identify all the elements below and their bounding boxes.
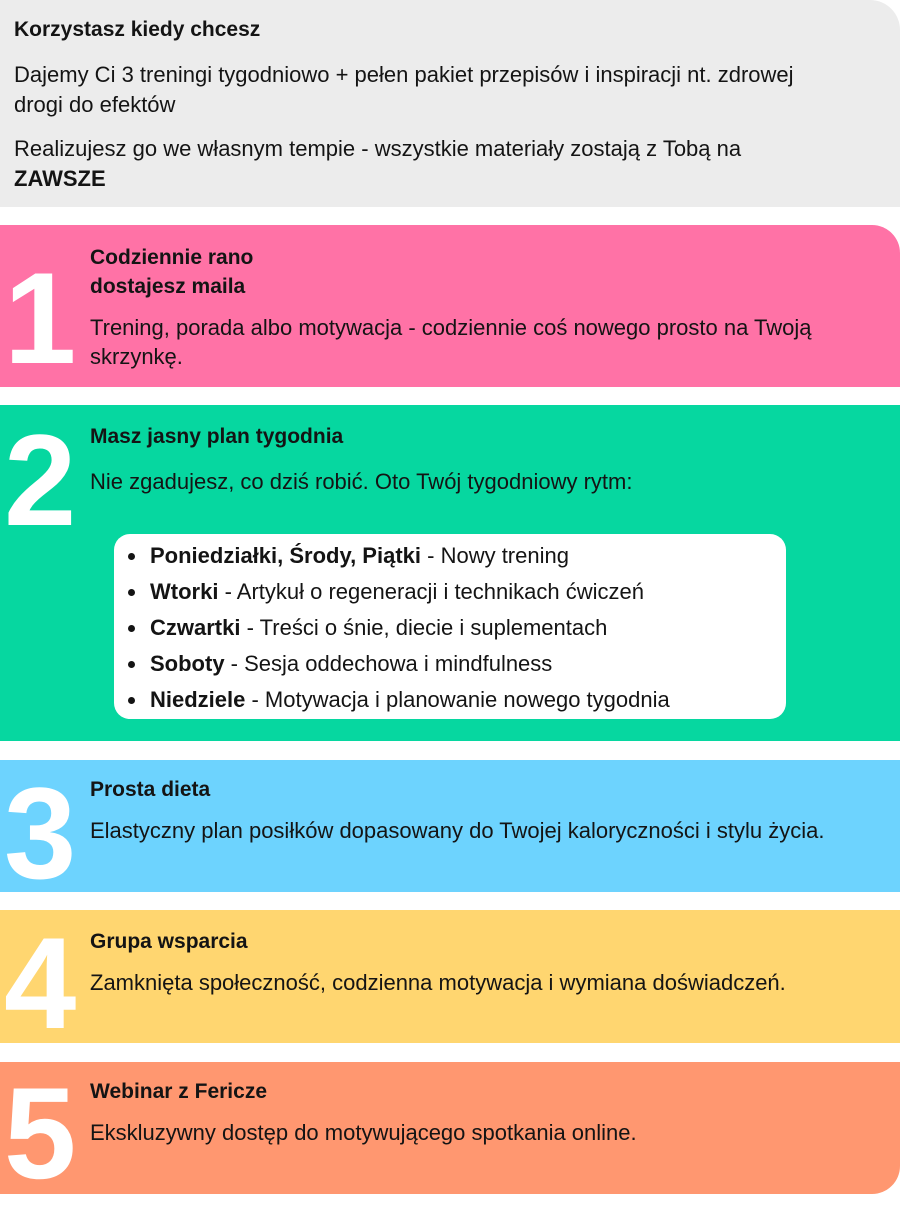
step-3-number: 3 bbox=[4, 760, 77, 906]
intro-line-2-text: Realizujesz go we własnym tempie - wszystkie materiały zostają z Tobą na bbox=[14, 136, 742, 161]
schedule-text: - Motywacja i planowanie nowego tygodnia bbox=[245, 687, 670, 712]
schedule-text: - Artykuł o regeneracji i technikach ćwiczeń bbox=[218, 579, 644, 604]
schedule-text: - Nowy trening bbox=[421, 543, 569, 568]
intro-line-2-emphasis: ZAWSZE bbox=[14, 166, 106, 191]
intro-line-2 bbox=[14, 134, 784, 194]
intro-line-1: Dajemy Ci 3 treningi tygodniowo + pełen pakiet przepisów i inspiracji nt. zdrowej drogi do efektów bbox=[14, 62, 794, 117]
schedule-item bbox=[126, 574, 786, 610]
step-1-number: 1 bbox=[4, 245, 77, 391]
step-2-title: Masz jasny plan tygodnia bbox=[90, 425, 344, 448]
step-4-number: 4 bbox=[4, 910, 77, 1056]
step-3-content bbox=[90, 775, 870, 845]
step-4-content bbox=[90, 927, 870, 997]
step-1-card bbox=[0, 225, 900, 391]
step-4-title: Grupa wsparcia bbox=[90, 930, 248, 953]
schedule-days: Niedziele bbox=[150, 687, 246, 712]
schedule-item bbox=[126, 682, 786, 718]
step-3-description: Elastyczny plan posiłków dopasowany do Twojej kaloryczności i stylu życia. bbox=[90, 818, 825, 843]
schedule-days: Soboty bbox=[150, 651, 225, 676]
schedule-item bbox=[126, 538, 786, 574]
step-2-description: Nie zgadujesz, co dziś robić. Oto Twój tygodniowy rytm: bbox=[90, 469, 633, 494]
step-5-card bbox=[0, 1060, 900, 1206]
step-2-content bbox=[90, 422, 870, 496]
schedule-item bbox=[126, 646, 786, 682]
step-5-content bbox=[90, 1077, 870, 1147]
schedule-text: - Sesja oddechowa i mindfulness bbox=[224, 651, 553, 676]
step-3-card bbox=[0, 760, 900, 906]
step-1-description: Trening, porada albo motywacja - codziennie coś nowego prosto na Twoją skrzynkę. bbox=[90, 315, 812, 369]
schedule-item bbox=[126, 610, 786, 646]
schedule-days: Poniedziałki, Środy, Piątki bbox=[150, 543, 422, 568]
step-5-number: 5 bbox=[4, 1060, 77, 1206]
schedule-days: Czwartki bbox=[150, 615, 241, 640]
schedule-list bbox=[126, 538, 786, 718]
step-5-title: Webinar z Fericze bbox=[90, 1080, 268, 1103]
step-3-title: Prosta dieta bbox=[90, 778, 211, 801]
weekly-schedule bbox=[114, 534, 786, 719]
bullet-icon bbox=[128, 661, 135, 668]
bullet-icon bbox=[128, 589, 135, 596]
step-4-card bbox=[0, 910, 900, 1056]
intro-section bbox=[0, 0, 900, 207]
intro-title: Korzystasz kiedy chcesz bbox=[14, 18, 261, 41]
step-2-number: 2 bbox=[4, 407, 77, 553]
bullet-icon bbox=[128, 697, 135, 704]
step-2-card bbox=[0, 405, 900, 741]
schedule-days: Wtorki bbox=[150, 579, 219, 604]
bullet-icon bbox=[128, 625, 135, 632]
step-1-content bbox=[90, 243, 870, 371]
bullet-icon bbox=[128, 553, 135, 560]
step-4-description: Zamknięta społeczność, codzienna motywacja i wymiana doświadczeń. bbox=[90, 970, 786, 995]
step-1-title: Codziennie rano dostajesz maila bbox=[90, 246, 254, 298]
schedule-text: - Treści o śnie, diecie i suplementach bbox=[240, 615, 608, 640]
step-5-description: Ekskluzywny dostęp do motywującego spotkania online. bbox=[90, 1120, 637, 1145]
